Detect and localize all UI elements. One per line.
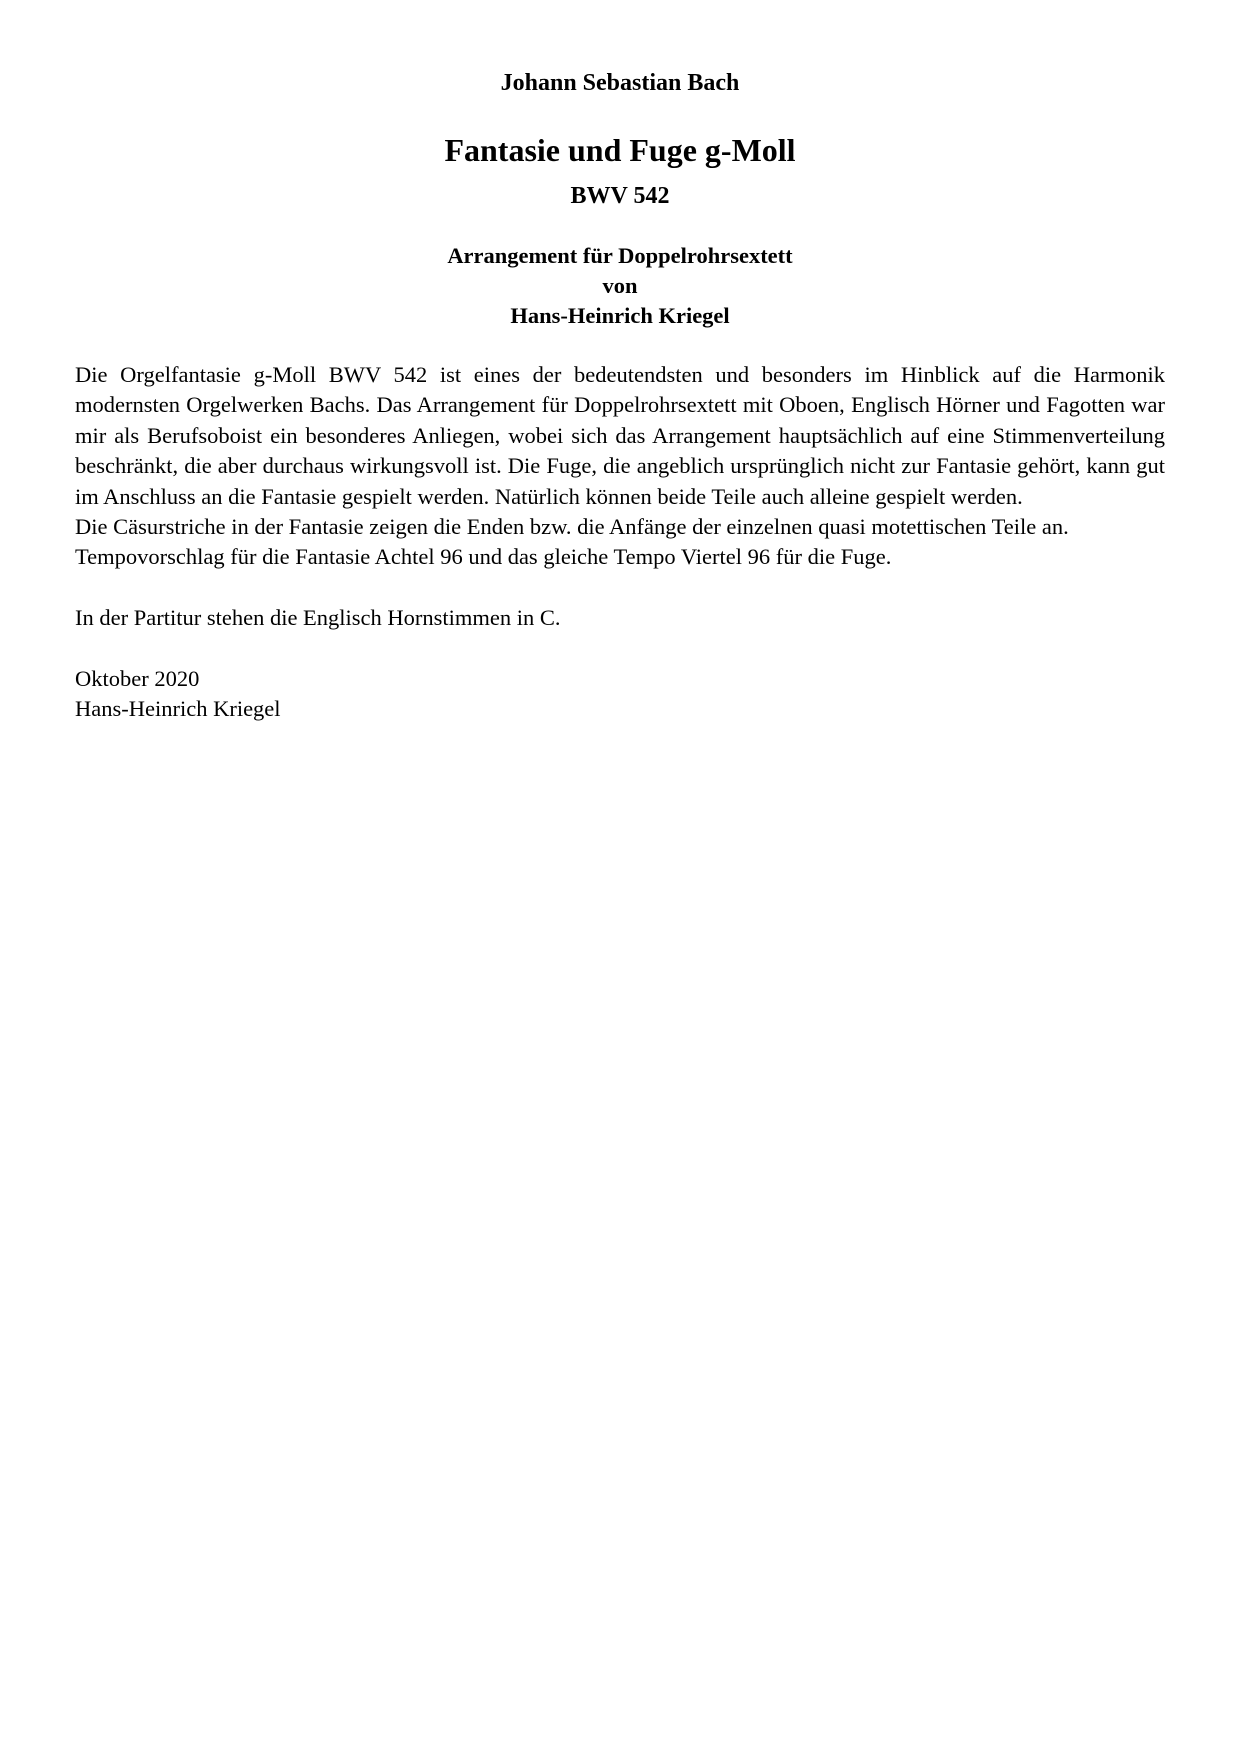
paragraph-tempo: Tempovorschlag für die Fantasie Achtel 96 und das gleiche Tempo Viertel 96 für die Fuge. bbox=[75, 544, 892, 570]
page-title: Fantasie und Fuge g-Moll bbox=[444, 132, 796, 168]
signature: Hans-Heinrich Kriegel bbox=[75, 696, 281, 722]
spacer bbox=[75, 573, 1165, 603]
arranger-name: Hans-Heinrich Kriegel bbox=[510, 303, 730, 328]
date: Oktober 2020 bbox=[75, 666, 200, 692]
body-text bbox=[75, 360, 1165, 725]
catalog-number: BWV 542 bbox=[570, 183, 670, 209]
paragraph-caesura: Die Cäsurstriche in der Fantasie zeigen die Enden bzw. die Anfänge der einzelnen quasi motettischen Teile an. bbox=[75, 514, 1069, 540]
composer-name: Johann Sebastian Bach bbox=[500, 70, 740, 96]
arrangement-line: Arrangement für Doppelrohrsextett bbox=[447, 243, 793, 268]
arrangement-block bbox=[75, 241, 1165, 331]
paragraph-score-note: In der Partitur stehen die Englisch Hornstimmen in C. bbox=[75, 605, 561, 631]
paragraph-intro: Die Orgelfantasie g-Moll BWV 542 ist eines der bedeutendsten und besonders im Hinblick auf die Harmonik modernsten Orgelwerken Bachs. Das Arrangement für Doppelrohrsextett mit Oboen, Englisch Hörner und Fagotten war mir als Berufsoboist ein besonderes Anliegen, wobei sich das Arrangement hauptsächlich auf eine Stimmenverteilung beschränkt, die aber durchaus wirkungsvoll ist. Die Fuge, die angeblich ursprünglich nicht zur Fantasie gehört, kann gut im Anschluss an die Fantasie gespielt werden. Natürlich können beide Teile auch alleine gespielt werden. bbox=[75, 362, 1165, 509]
spacer bbox=[75, 634, 1165, 664]
arrangement-by: von bbox=[602, 273, 638, 298]
